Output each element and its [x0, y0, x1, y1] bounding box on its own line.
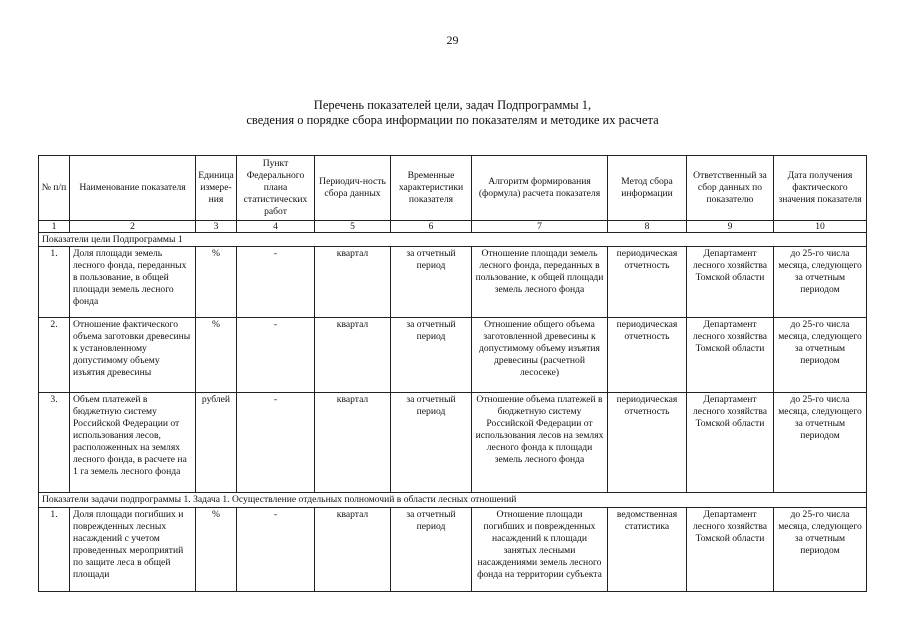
- document-title: [0, 98, 905, 128]
- header-cell: Периодич-ность сбора данных: [315, 156, 391, 221]
- section-heading: Показатели цели Подпрограммы 1: [39, 232, 867, 247]
- date-cell: до 25-го числа месяца, следующего за отчетным периодом: [774, 508, 867, 592]
- header-cell: Наименование показателя: [70, 156, 196, 221]
- column-number: 1: [39, 220, 70, 232]
- header-cell: Пункт Федерального плана статистических работ: [237, 156, 315, 221]
- column-number: 9: [687, 220, 774, 232]
- column-number: 8: [608, 220, 687, 232]
- table-row: [39, 393, 867, 493]
- table-row: [39, 318, 867, 393]
- page-number: 29: [446, 33, 459, 47]
- title-line-1: Перечень показателей цели, задач Подпрограммы 1,: [313, 98, 592, 112]
- method-cell: периодическая отчетность: [608, 318, 687, 393]
- period-cell: квартал: [315, 508, 391, 592]
- column-number: 10: [774, 220, 867, 232]
- unit-cell: %: [196, 508, 237, 592]
- section-row: [39, 493, 867, 508]
- time-cell: за отчетный период: [391, 393, 472, 493]
- period-cell: квартал: [315, 247, 391, 318]
- indicator-name: Доля площади земель лесного фонда, переданных в пользование, в общей площади земель лесного фонда: [70, 247, 196, 318]
- method-cell: периодическая отчетность: [608, 393, 687, 493]
- method-cell: периодическая отчетность: [608, 247, 687, 318]
- header-cell: Алгоритм формирования (формула) расчета показателя: [472, 156, 608, 221]
- plan-cell: -: [237, 318, 315, 393]
- section-row: [39, 232, 867, 247]
- column-number: 2: [70, 220, 196, 232]
- date-cell: до 25-го числа месяца, следующего за отчетным периодом: [774, 318, 867, 393]
- indicator-name: Объем платежей в бюджетную систему Российской Федерации от использования лесов, расположенных на землях лесного фонда, в расчете на 1 га земель лесного фонда: [70, 393, 196, 493]
- unit-cell: %: [196, 318, 237, 393]
- plan-cell: -: [237, 247, 315, 318]
- row-number: 3.: [39, 393, 70, 493]
- responsible-cell: Департамент лесного хозяйства Томской области: [687, 393, 774, 493]
- responsible-cell: Департамент лесного хозяйства Томской области: [687, 247, 774, 318]
- indicator-name: Доля площади погибших и поврежденных лесных насаждений с учетом проведенных мероприятий по защите леса в общей площади: [70, 508, 196, 592]
- time-cell: за отчетный период: [391, 318, 472, 393]
- column-number: 7: [472, 220, 608, 232]
- table-row: [39, 508, 867, 592]
- column-number: 6: [391, 220, 472, 232]
- header-cell: Единица измере-ния: [196, 156, 237, 221]
- column-number: 3: [196, 220, 237, 232]
- row-number: 1.: [39, 247, 70, 318]
- title-line-2: сведения о порядке сбора информации по показателям и методике их расчета: [246, 113, 659, 127]
- algorithm-cell: Отношение площади погибших и поврежденных насаждений к площади занятых лесными насаждениями земель лесного фонда на территории субъекта: [472, 508, 608, 592]
- time-cell: за отчетный период: [391, 247, 472, 318]
- algorithm-cell: Отношение общего объема заготовленной древесины к допустимому объему изъятия древесины (расчетной лесосеке): [472, 318, 608, 393]
- method-cell: ведомственная статистика: [608, 508, 687, 592]
- responsible-cell: Департамент лесного хозяйства Томской области: [687, 318, 774, 393]
- column-number-row: [39, 220, 867, 232]
- header-cell: Метод сбора информации: [608, 156, 687, 221]
- date-cell: до 25-го числа месяца, следующего за отчетным периодом: [774, 247, 867, 318]
- period-cell: квартал: [315, 393, 391, 493]
- header-cell: Ответственный за сбор данных по показателю: [687, 156, 774, 221]
- header-cell: Дата получения фактического значения показателя: [774, 156, 867, 221]
- header-cell: № п/п: [39, 156, 70, 221]
- date-cell: до 25-го числа месяца, следующего за отчетным периодом: [774, 393, 867, 493]
- header-cell: Временные характеристики показателя: [391, 156, 472, 221]
- indicator-name: Отношение фактического объема заготовки древесины к установленному допустимому объему изъятия древесины: [70, 318, 196, 393]
- unit-cell: рублей: [196, 393, 237, 493]
- unit-cell: %: [196, 247, 237, 318]
- period-cell: квартал: [315, 318, 391, 393]
- column-number: 4: [237, 220, 315, 232]
- column-number: 5: [315, 220, 391, 232]
- algorithm-cell: Отношение объема платежей в бюджетную систему Российской Федерации от использования лесов на землях лесного фонда к площади земель лесного фонда: [472, 393, 608, 493]
- plan-cell: -: [237, 393, 315, 493]
- header-row: [39, 156, 867, 221]
- indicators-table: [38, 155, 867, 592]
- time-cell: за отчетный период: [391, 508, 472, 592]
- section-heading: Показатели задачи подпрограммы 1. Задача 1. Осуществление отдельных полномочий в области лесных отношений: [39, 493, 867, 508]
- row-number: 1.: [39, 508, 70, 592]
- row-number: 2.: [39, 318, 70, 393]
- responsible-cell: Департамент лесного хозяйства Томской области: [687, 508, 774, 592]
- algorithm-cell: Отношение площади земель лесного фонда, переданных в пользование, к общей площади земель лесного фонда: [472, 247, 608, 318]
- table-row: [39, 247, 867, 318]
- plan-cell: -: [237, 508, 315, 592]
